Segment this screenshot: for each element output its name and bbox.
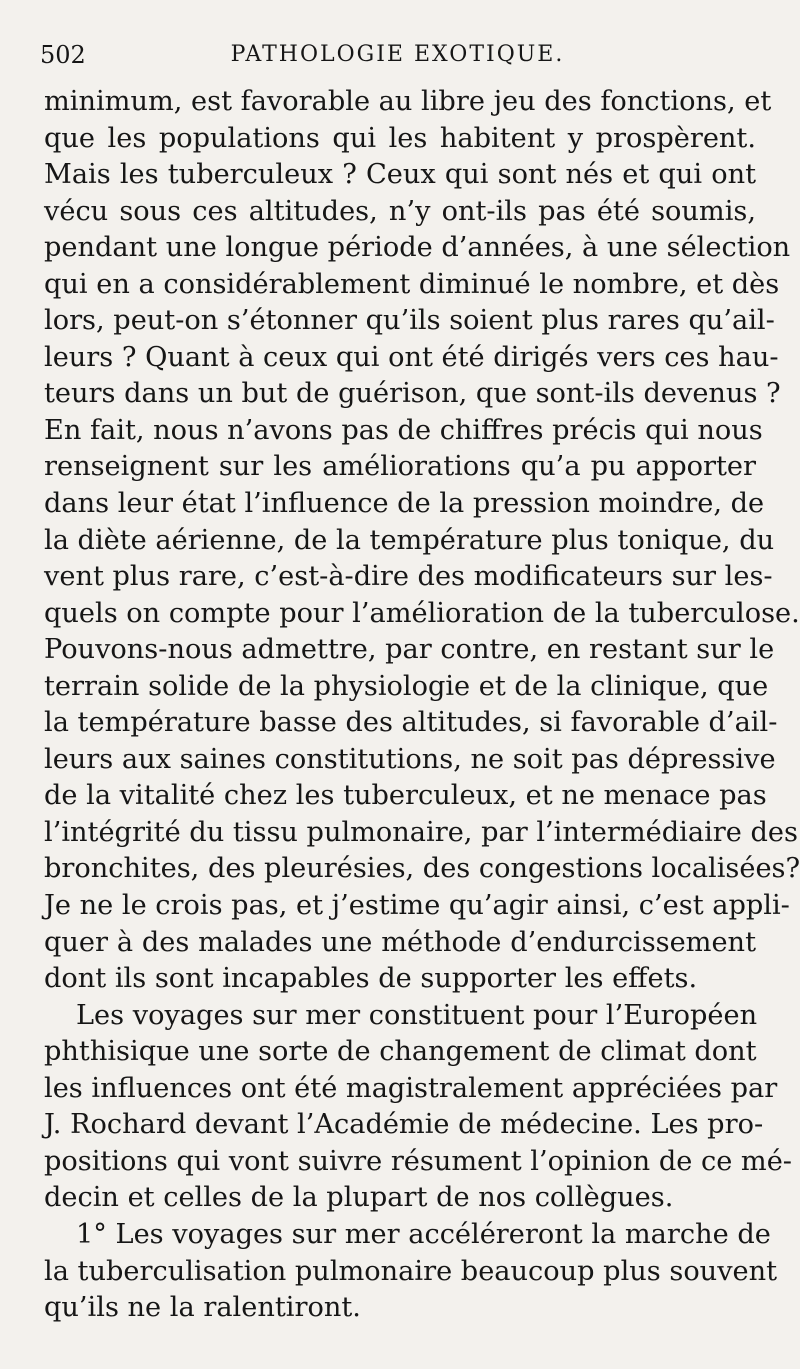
page-header — [40, 38, 755, 72]
text-line: minimum, est favorable au libre jeu des fonctions, et — [44, 86, 772, 117]
running-title: PATHOLOGIE EXOTIQUE. — [230, 42, 565, 67]
text-line: la diète aérienne, de la température plus tonique, du — [44, 524, 775, 556]
text-line: leurs ? Quant à ceux qui ont été dirigés vers ces hau- — [44, 341, 779, 373]
text-line: Je ne le crois pas, et j’estime qu’agir ainsi, c’est appli- — [44, 890, 790, 922]
text-line: renseignent sur les améliorations qu’a pu apporter — [44, 451, 756, 483]
text-line: teurs dans un but de guérison, que sont-ils devenus ? — [44, 378, 781, 410]
text-line: bronchites, des pleurésies, des congestions localisées? — [44, 853, 800, 885]
text-line: l’intégrité du tissu pulmonaire, par l’intermédiaire des — [44, 816, 798, 848]
text-line: de la vitalité chez les tuberculeux, et ne menace pas — [44, 780, 767, 812]
text-line: terrain solide de la physiologie et de la clinique, que — [44, 670, 769, 702]
text-line: Les voyages sur mer constituent pour l’Européen — [76, 999, 758, 1031]
text-line: les influences ont été magistralement appréciées par — [44, 1072, 778, 1104]
text-line: qu’ils ne la ralentiront. — [44, 1292, 361, 1324]
text-line: quer à des malades une méthode d’endurcissement — [44, 926, 756, 958]
text-line: quels on compte pour l’amélioration de la tuberculose. — [44, 597, 800, 629]
text-line: 1° Les voyages sur mer accéléreront la marche de — [76, 1218, 771, 1250]
text-line: lors, peut-on s’étonner qu’ils soient plus rares qu’ail- — [44, 305, 775, 337]
text-line: En fait, nous n’avons pas de chiffres précis qui nous — [44, 414, 763, 446]
text-line: pendant une longue période d’années, à une sélection — [44, 232, 791, 264]
text-line: la température basse des altitudes, si favorable d’ail- — [44, 707, 778, 739]
text-line: phthisique une sorte de changement de climat dont — [44, 1036, 757, 1068]
body-text — [44, 84, 800, 1327]
text-line: J. Rochard devant l’Académie de médecine. Les pro- — [44, 1109, 764, 1141]
text-line: qui en a considérablement diminué le nombre, et dès — [44, 268, 780, 300]
text-line: Pouvons-nous admettre, par contre, en restant sur le — [44, 634, 775, 666]
text-line: que les populations qui les habitent y prospèrent. — [44, 122, 756, 154]
text-line: positions qui vont suivre résument l’opinion de ce mé- — [44, 1145, 792, 1177]
text-line: vent plus rare, c’est-à-dire des modificateurs sur les- — [44, 561, 773, 593]
text-line: leurs aux saines constitutions, ne soit pas dépressive — [44, 743, 776, 775]
text-line: la tuberculisation pulmonaire beaucoup plus souvent — [44, 1255, 778, 1287]
text-line: decin et celles de la plupart de nos collègues. — [44, 1182, 674, 1214]
text-line: Mais les tuberculeux ? Ceux qui sont nés et qui ont — [44, 159, 756, 191]
page-number: 502 — [40, 41, 86, 69]
text-line: vécu sous ces altitudes, n’y ont-ils pas été soumis, — [44, 195, 756, 227]
text-line: dans leur état l’influence de la pression moindre, de — [44, 488, 765, 520]
text-line: dont ils sont incapables de supporter les effets. — [44, 963, 698, 995]
